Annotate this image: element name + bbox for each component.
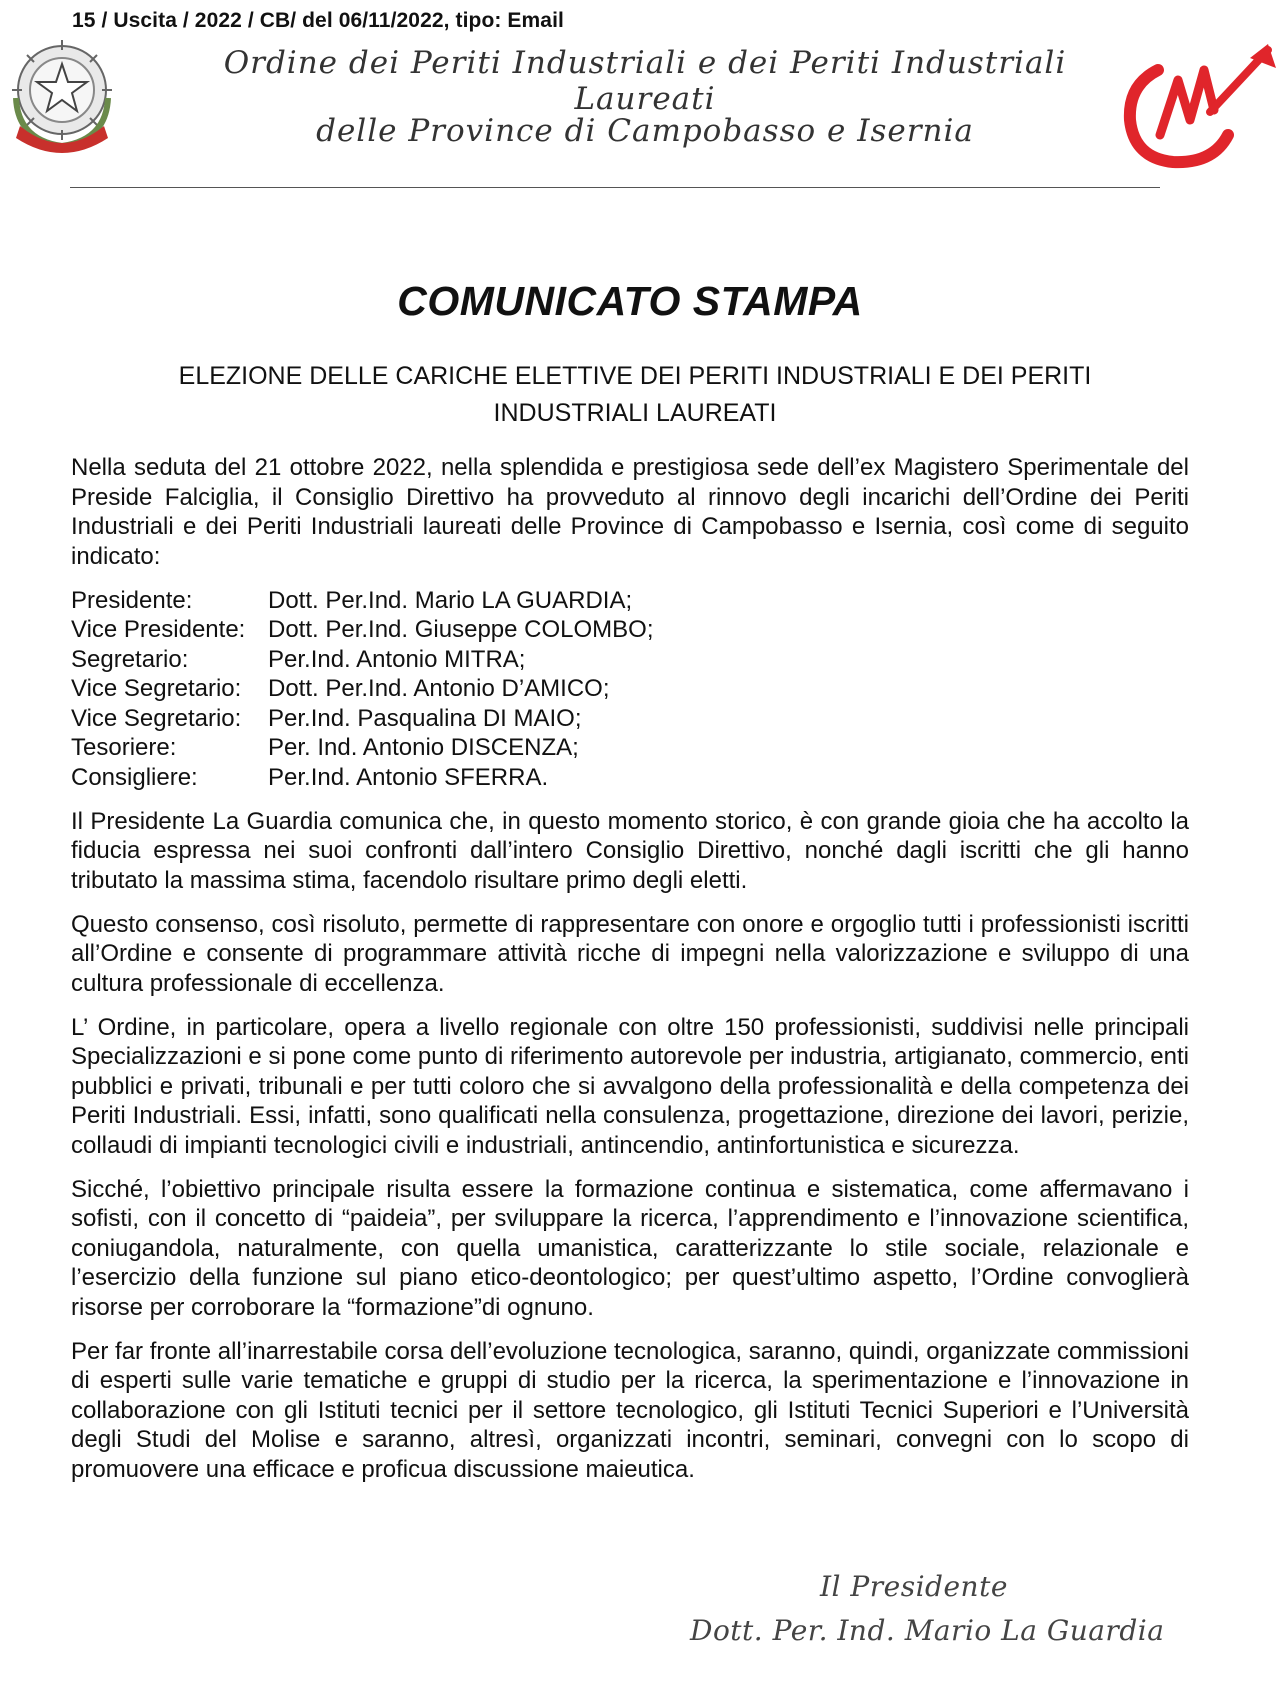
page-title: COMUNICATO STAMPA [397,278,863,324]
body-paragraph: Per far fronte all’inarrestabile corsa dell’evoluzione tecnologica, saranno, quindi, organizzate commissioni di esperti sulle varie tematiche e gruppi di studio per la ricerca, la sperimentazione e l’innovazione in collaborazione con gli Istituti tecnici per il settore tecnologico, gli Istituti Tecnici Superiori e l’Università degli Studi del Molise e saranno, altresì, organizzati incontri, seminari, convegni con lo scopo di promuovere una efficace e proficua discussione maieutica. [71,1337,1189,1483]
role-row [71,704,1189,734]
body-paragraph: Il Presidente La Guardia comunica che, in questo momento storico, è con grande gioia che ha accolto la fiducia espressa nei suoi confronti dall’intero Consiglio Direttivo, nonché dagli iscritti che gli hanno tributato la massima stima, facendolo risultare primo degli eletti. [71,807,1189,894]
role-row [71,733,1189,763]
role-name: Dott. Per.Ind. Giuseppe COLOMBO; [268,616,654,643]
role-label: Presidente: [71,586,193,614]
role-row [71,674,1189,704]
role-name: Per. Ind. Antonio DISCENZA; [268,734,579,761]
role-row [71,615,1189,645]
intro-paragraph: Nella seduta del 21 ottobre 2022, nella splendida e prestigiosa sede dell’ex Magistero Sperimentale del Preside Falciglia, il Consiglio Direttivo ha provveduto al rinnovo degli incarichi dell’Ordine dei Periti Industriali e dei Periti Industriali laureati delle Province di Campobasso e Isernia, così come di seguito indicato: [71,454,1189,570]
role-name: Dott. Per.Ind. Antonio D’AMICO; [268,675,610,702]
protocol-number: 15 / Uscita / 2022 / CB/ del 06/11/2022, tipo: Email [72,9,564,32]
role-name: Per.Ind. Antonio SFERRA. [268,763,549,791]
body-paragraph: Sicché, l’obiettivo principale risulta essere la formazione continua e sistematica, come affermavano i sofisti, con il concetto di “paideia”, per sviluppare la ricerca, l’apprendimento e l’innovazione scientifica, coniugandola, naturalmente, con quella umanistica, caratterizzante lo stile sociale, relazionale e l’esercizio della funzione sul piano etico-deontologico; per quest’ultimo aspetto, l’Ordine convoglierà risorse per corroborare la “formazione”di ognuno. [71,1175,1189,1321]
role-row [71,586,1189,616]
signature-name: Dott. Per. Ind. Mario La Guardia [690,1614,1165,1647]
role-label: Vice Presidente: [71,616,246,643]
role-label: Vice Segretario: [71,675,242,702]
roles-list [71,586,1189,793]
subtitle-line: INDUSTRIALI LAUREATI [493,399,777,427]
role-name: Per.Ind. Pasqualina DI MAIO; [268,704,582,732]
role-name: Dott. Per.Ind. Mario LA GUARDIA; [268,586,633,614]
logo-icon [1118,40,1278,170]
role-label: Tesoriere: [71,734,177,761]
role-row [71,645,1189,675]
body-paragraph: L’ Ordine, in particolare, opera a livello regionale con oltre 150 professionisti, suddivisi nelle principali Specializzazioni e si pone come punto di riferimento autorevole per industria, artigianato, commercio, enti pubblici e privati, tribunali e per tutti coloro che si avvalgono della professionalità e della competenza dei Periti Industriali. Essi, infatti, sono qualificati nella consulenza, progettazione, direzione dei lavori, perizie, collaudi di impianti tecnologici civili e industriali, antincendio, antinfortunistica e sicurezza. [71,1013,1189,1159]
body-text [71,453,1189,1499]
signature-block [690,1570,1165,1660]
role-label: Vice Segretario: [71,704,242,732]
subtitle-line: ELEZIONE DELLE CARICHE ELETTIVE DEI PERITI INDUSTRIALI E DEI PERITI [178,362,1092,390]
subtitle [120,358,1150,432]
signature-title: Il Presidente [820,1570,1008,1603]
role-name: Per.Ind. Antonio MITRA; [268,645,526,673]
org-name-line2: delle Province di Campobasso e Isernia [316,113,974,149]
body-paragraph: Questo consenso, così risoluto, permette di rappresentare con onore e orgoglio tutti i professionisti iscritti all’Ordine e consente di programmare attività ricche di impegni nella valorizzazione e sviluppo di una cultura professionale di eccellenza. [71,910,1189,997]
header-divider [70,187,1160,188]
org-name-line1: Ordine dei Periti Industriali e dei Periti Industriali Laureati [223,45,1067,117]
role-row [71,763,1189,793]
role-label: Consigliere: [71,763,198,791]
role-label: Segretario: [71,645,189,673]
